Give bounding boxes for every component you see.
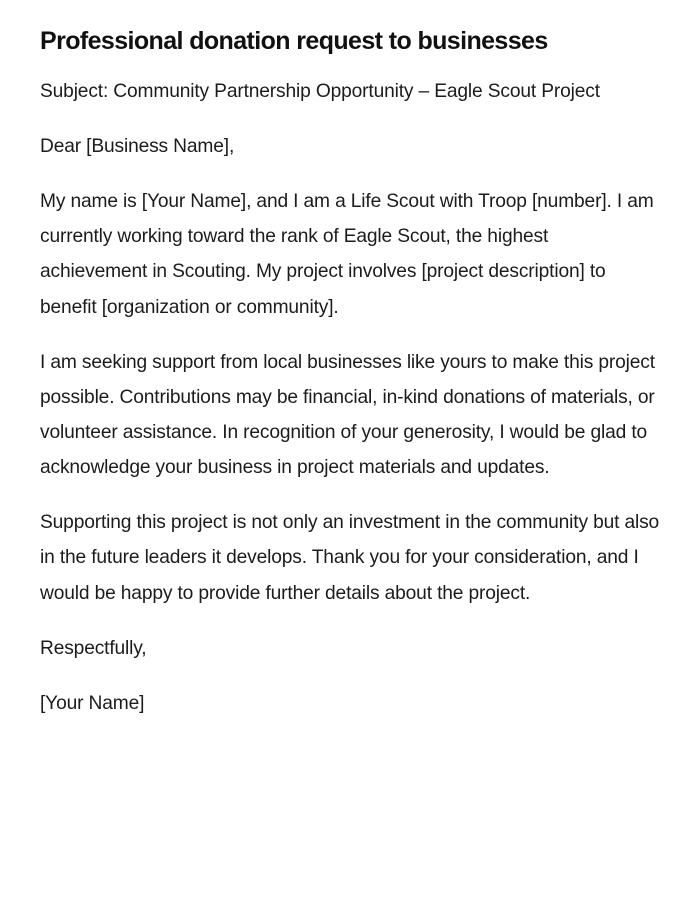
signature: [Your Name] [40, 692, 145, 714]
body-paragraph-thanks: Supporting this project is not only an investment in the community but also in the future leaders it develops. Thank you for your consideration, and I would be happy to provide further details about the project. [40, 512, 660, 604]
body-paragraph-request: I am seeking support from local businesses like yours to make this project possible. Contributions may be financial, in-kind donations of materials, or volunteer assistance. In recognition of your generosity, I would be glad to acknowledge your business in project materials and updates. [40, 351, 655, 479]
document-title: Professional donation request to businesses [40, 27, 548, 55]
closing: Respectfully, [40, 637, 147, 659]
salutation: Dear [Business Name], [40, 136, 235, 157]
body-paragraph-intro: My name is [Your Name], and I am a Life Scout with Troop [number]. I am currently working toward the rank of Eagle Scout, the highest achievement in Scouting. My project involves [project description] to benefit [organization or community]. [40, 191, 654, 318]
subject-line: Subject: Community Partnership Opportunity – Eagle Scout Project [40, 81, 600, 102]
